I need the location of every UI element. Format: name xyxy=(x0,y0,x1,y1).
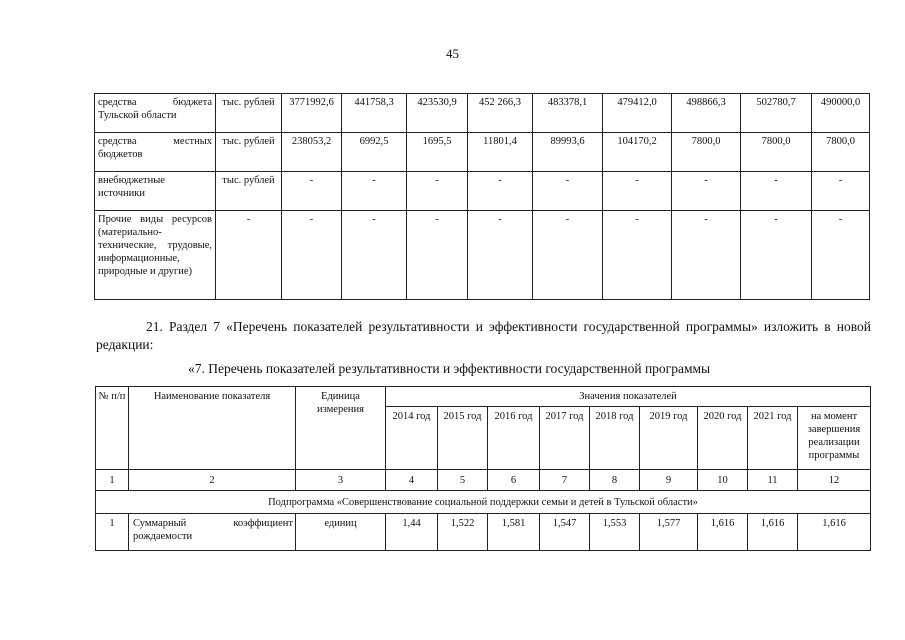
indicator-value-cell: 1,616 xyxy=(698,514,748,551)
funding-value-cell: 490000,0 xyxy=(812,94,870,133)
funding-value-cell: - xyxy=(672,211,741,300)
funding-value-cell: 104170,2 xyxy=(603,133,672,172)
subprogram-title: Подпрограмма «Совершенствование социальной поддержки семьи и детей в Тульской области» xyxy=(96,491,871,514)
funding-value-cell: - xyxy=(468,211,533,300)
funding-value-cell: 423530,9 xyxy=(407,94,468,133)
column-number-cell: 5 xyxy=(438,470,488,491)
funding-value-cell: 89993,6 xyxy=(533,133,603,172)
funding-value-cell: - xyxy=(603,211,672,300)
header-year-cell: 2014 год xyxy=(386,407,438,470)
indicator-value-cell: 1,44 xyxy=(386,514,438,551)
column-number-cell: 11 xyxy=(748,470,798,491)
header-unit: Единица измерения xyxy=(296,387,386,470)
header-year-cell: 2015 год xyxy=(438,407,488,470)
header-year-cell: 2019 год xyxy=(640,407,698,470)
column-number-cell: 8 xyxy=(590,470,640,491)
indicator-row xyxy=(96,514,871,551)
header-year-cell: 2021 год xyxy=(748,407,798,470)
funding-value-cell: - xyxy=(741,211,812,300)
column-number-cell: 9 xyxy=(640,470,698,491)
funding-row xyxy=(95,172,870,211)
indicator-name-cell: Суммарный коэффициент рождаемости xyxy=(129,514,296,551)
header-year-cell: 2018 год xyxy=(590,407,640,470)
header-num: № п/п xyxy=(96,387,129,470)
column-number-cell: 1 xyxy=(96,470,129,491)
funding-value-cell: 502780,7 xyxy=(741,94,812,133)
funding-value-cell: - xyxy=(812,211,870,300)
funding-value-cell: - xyxy=(533,172,603,211)
indicator-value-cell: 1,616 xyxy=(798,514,871,551)
funding-value-cell: - xyxy=(407,211,468,300)
funding-value-cell: 483378,1 xyxy=(533,94,603,133)
funding-value-cell: - xyxy=(741,172,812,211)
funding-source-name: средства местных бюджетов xyxy=(95,133,216,172)
funding-value-cell: - xyxy=(342,172,407,211)
funding-row xyxy=(95,94,870,133)
funding-unit-cell: тыс. рублей xyxy=(216,172,282,211)
funding-value-cell: - xyxy=(282,211,342,300)
section-amendment-paragraph: 21. Раздел 7 «Перечень показателей результативности и эффективности государственной программы» изложить в новой редакции: xyxy=(96,319,871,352)
funding-value-cell: - xyxy=(603,172,672,211)
funding-value-cell: 6992,5 xyxy=(342,133,407,172)
funding-value-cell: - xyxy=(407,172,468,211)
funding-value-cell: 452 266,3 xyxy=(468,94,533,133)
header-indicator-name: Наименование показателя xyxy=(129,387,296,470)
funding-value-cell: 3771992,6 xyxy=(282,94,342,133)
column-number-cell: 10 xyxy=(698,470,748,491)
header-year-cell: на момент завершения реализации программы xyxy=(798,407,871,470)
funding-unit-cell: тыс. рублей xyxy=(216,94,282,133)
funding-source-name: средства бюджета Тульской области xyxy=(95,94,216,133)
funding-value-cell: 1695,5 xyxy=(407,133,468,172)
funding-value-cell: 479412,0 xyxy=(603,94,672,133)
section-title: «7. Перечень показателей результативности и эффективности государственной программы xyxy=(188,361,711,376)
funding-value-cell: 7800,0 xyxy=(741,133,812,172)
funding-value-cell: 498866,3 xyxy=(672,94,741,133)
indicator-value-cell: 1,616 xyxy=(748,514,798,551)
column-number-cell: 2 xyxy=(129,470,296,491)
indicator-unit-cell: единиц xyxy=(296,514,386,551)
column-number-cell: 6 xyxy=(488,470,540,491)
funding-row xyxy=(95,133,870,172)
funding-source-name: Прочие виды ресурсов (материально-технические, трудовые, информационные, природные и другие) xyxy=(95,211,216,300)
funding-unit-cell: тыс. рублей xyxy=(216,133,282,172)
funding-value-cell: - xyxy=(282,172,342,211)
funding-source-name: внебюджетные источники xyxy=(95,172,216,211)
funding-value-cell: 238053,2 xyxy=(282,133,342,172)
indicator-value-cell: 1,553 xyxy=(590,514,640,551)
indicators-table xyxy=(95,386,871,551)
header-values-group: Значения показателей xyxy=(386,387,871,407)
column-number-cell: 12 xyxy=(798,470,871,491)
indicator-value-cell: 1,547 xyxy=(540,514,590,551)
header-year-cell: 2020 год xyxy=(698,407,748,470)
funding-value-cell: - xyxy=(533,211,603,300)
header-year-cell: 2017 год xyxy=(540,407,590,470)
funding-sources-table xyxy=(94,93,870,300)
column-number-cell: 4 xyxy=(386,470,438,491)
column-number-cell: 3 xyxy=(296,470,386,491)
indicator-value-cell: 1,522 xyxy=(438,514,488,551)
indicator-value-cell: 1,577 xyxy=(640,514,698,551)
funding-value-cell: 7800,0 xyxy=(812,133,870,172)
funding-value-cell: - xyxy=(672,172,741,211)
funding-unit-cell: - xyxy=(216,211,282,300)
header-year-cell: 2016 год xyxy=(488,407,540,470)
page-number: 45 xyxy=(446,46,459,61)
funding-value-cell: - xyxy=(468,172,533,211)
indicator-num-cell: 1 xyxy=(96,514,129,551)
column-number-cell: 7 xyxy=(540,470,590,491)
funding-value-cell: 11801,4 xyxy=(468,133,533,172)
funding-value-cell: 7800,0 xyxy=(672,133,741,172)
funding-row xyxy=(95,211,870,300)
funding-value-cell: - xyxy=(812,172,870,211)
funding-value-cell: 441758,3 xyxy=(342,94,407,133)
funding-value-cell: - xyxy=(342,211,407,300)
indicator-value-cell: 1,581 xyxy=(488,514,540,551)
